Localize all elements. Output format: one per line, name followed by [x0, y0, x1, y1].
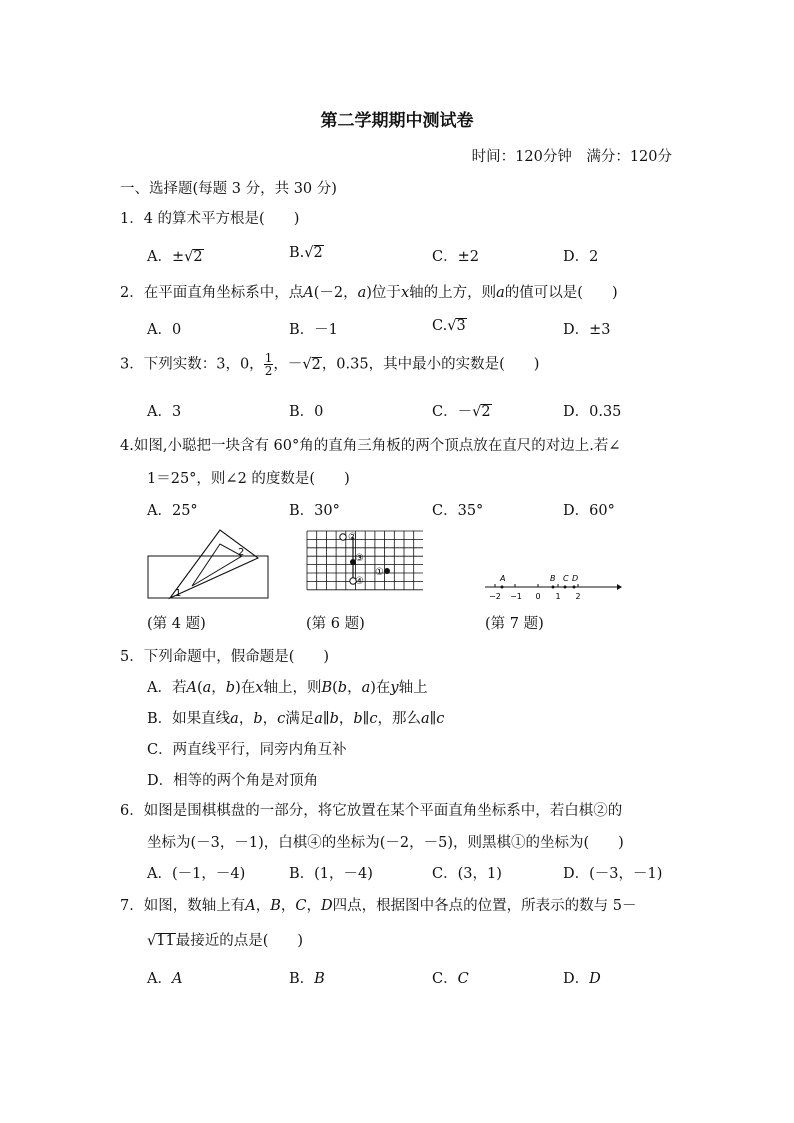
tick-label-2: 2 [575, 592, 581, 601]
figure-7-caption: (第 7 题) [485, 616, 544, 632]
figure-6-caption: (第 6 题) [306, 616, 365, 632]
question-1-stem: 1．4 的算术平方根是( ) [120, 211, 300, 227]
figure-4-caption: (第 4 题) [147, 616, 206, 632]
black-stone-1 [384, 568, 390, 574]
question-2-stem: 2．在平面直角坐标系中，点A(－2，a)位于x轴的上方，则a的值可以是( ) [120, 285, 618, 301]
q3-option-a: A．3 [147, 404, 182, 420]
figure-6-go-board [305, 529, 423, 599]
question-7-line2: √11最接近的点是( ) [147, 933, 304, 949]
fig4-angle-2-label: 2 [238, 547, 245, 558]
q6-option-a: A．(－1，－4) [147, 866, 246, 882]
q6-option-d: D．(－3，－1) [563, 866, 663, 882]
q2-option-d: D．±3 [563, 322, 611, 338]
q1-option-c: C．±2 [432, 249, 479, 265]
point-label-a: A [500, 574, 506, 583]
q5-option-d: D．相等的两个角是对顶角 [147, 773, 319, 789]
q4-option-a: A．25° [147, 503, 198, 519]
exam-meta: 时间：120分钟 满分：120分 [471, 149, 672, 165]
section-heading: 一、选择题(每题 3 分，共 30 分) [120, 181, 337, 197]
figure-7-number-line [483, 570, 623, 604]
question-3-stem: 3．下列实数：3，0， $\frac{1}{2}$ ，－√2，0.35，其中最小的实数是( ) [120, 351, 540, 378]
page-title: 第二学期期中测试卷 [320, 111, 474, 131]
tick-label-neg2: −2 [489, 592, 501, 601]
q4-option-c: C．35° [432, 503, 484, 519]
q7-option-b: B．B [289, 971, 325, 987]
q3-option-c: C．－√2 [432, 404, 491, 420]
q6-option-b: B．(1，－4) [289, 866, 373, 882]
stone-label-2: ② [348, 532, 357, 543]
question-5-stem: 5．下列命题中，假命题是( ) [120, 649, 330, 665]
fraction-one-half: $\frac{1}{2}$ [264, 351, 273, 378]
q1-option-b: B.√2 [289, 245, 323, 261]
stone-label-3: ③ [355, 553, 364, 564]
q1-option-a: A．±√2 [147, 249, 203, 265]
question-4-line1: 4.如图,小聪把一块含有 60°角的直角三角板的两个顶点放在直尺的对边上.若∠ [120, 438, 621, 454]
q1-option-d: D．2 [563, 249, 599, 265]
q7-option-d: D．D [563, 971, 601, 987]
figure-4-ruler-triangle [146, 526, 272, 602]
q6-option-c: C．(3，1) [432, 866, 502, 882]
question-6-line2: 坐标为(－3，－1)，白棋④的坐标为(－2，－5)，则黑棋①的坐标为( ) [147, 835, 624, 851]
q2-option-c: C.√3 [432, 318, 466, 334]
point-label-c: C [563, 574, 569, 583]
question-4-line2: 1＝25°，则∠2 的度数是( ) [147, 471, 350, 487]
q5-option-c: C．两直线平行，同旁内角互补 [147, 742, 347, 758]
tick-label-neg1: −1 [510, 592, 522, 601]
question-6-line1: 6．如图是围棋棋盘的一部分，将它放置在某个平面直角坐标系中，若白棋②的 [120, 803, 623, 819]
white-stone-2 [340, 534, 346, 540]
stone-label-1: ① [375, 567, 384, 578]
q3-option-b: B．0 [289, 404, 324, 420]
tick-label-1: 1 [555, 592, 561, 601]
q3-option-d: D．0.35 [563, 404, 622, 420]
tick-label-0: 0 [535, 592, 541, 601]
fig4-angle-1-label: 1 [175, 588, 182, 599]
q2-option-b: B．－1 [289, 322, 338, 338]
q4-option-d: D．60° [563, 503, 615, 519]
question-7-line1: 7．如图，数轴上有A，B，C，D四点，根据图中各点的位置，所表示的数与 5－ [120, 898, 637, 914]
q7-option-c: C．C [432, 971, 469, 987]
q4-option-b: B．30° [289, 503, 340, 519]
point-label-d: D [572, 574, 579, 583]
stone-label-4: ④ [355, 576, 364, 587]
q5-option-b: B．如果直线a，b，c满足a∥b，b∥c，那么a∥c [147, 711, 445, 727]
q2-option-a: A．0 [147, 322, 182, 338]
q7-option-a: A．A [147, 971, 183, 987]
q5-option-a: A．若A(a，b)在x轴上，则B(b，a)在y轴上 [147, 680, 428, 696]
point-label-b: B [550, 574, 556, 583]
